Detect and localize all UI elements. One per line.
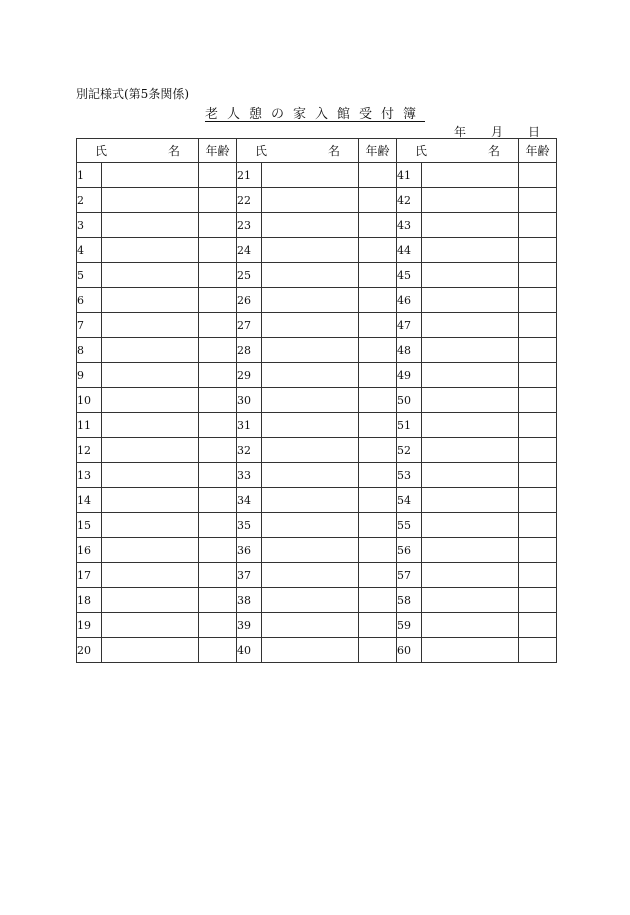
entry-number: 5 xyxy=(77,263,102,288)
entry-number: 25 xyxy=(237,263,262,288)
entry-number: 1 xyxy=(77,163,102,188)
age-cell[interactable] xyxy=(359,263,397,288)
age-cell[interactable] xyxy=(199,413,237,438)
entry-number: 37 xyxy=(237,563,262,588)
age-cell[interactable] xyxy=(199,463,237,488)
age-cell[interactable] xyxy=(199,588,237,613)
age-cell[interactable] xyxy=(519,188,557,213)
age-cell[interactable] xyxy=(359,613,397,638)
name-header xyxy=(237,139,359,163)
name-cell[interactable] xyxy=(422,588,519,613)
age-cell[interactable] xyxy=(519,463,557,488)
entry-number: 19 xyxy=(77,613,102,638)
table-row xyxy=(77,488,557,513)
name-cell[interactable] xyxy=(262,313,359,338)
entry-number: 17 xyxy=(77,563,102,588)
age-cell[interactable] xyxy=(359,538,397,563)
table-row xyxy=(77,238,557,263)
name-cell[interactable] xyxy=(422,638,519,663)
table-row xyxy=(77,463,557,488)
name-cell[interactable] xyxy=(262,338,359,363)
entry-number: 29 xyxy=(237,363,262,388)
age-header: 年齢 xyxy=(359,139,397,163)
name-cell[interactable] xyxy=(102,363,199,388)
entry-number: 15 xyxy=(77,513,102,538)
entry-number: 57 xyxy=(397,563,422,588)
table-row xyxy=(77,563,557,588)
name-cell[interactable] xyxy=(422,413,519,438)
name-cell[interactable] xyxy=(422,538,519,563)
name-header xyxy=(397,139,519,163)
entry-number: 36 xyxy=(237,538,262,563)
age-cell[interactable] xyxy=(519,313,557,338)
table-row xyxy=(77,338,557,363)
name-header xyxy=(77,139,199,163)
age-cell[interactable] xyxy=(359,338,397,363)
entry-number: 49 xyxy=(397,363,422,388)
name-cell[interactable] xyxy=(102,238,199,263)
name-cell[interactable] xyxy=(262,513,359,538)
entry-number: 42 xyxy=(397,188,422,213)
age-cell[interactable] xyxy=(199,238,237,263)
age-cell[interactable] xyxy=(519,513,557,538)
name-header-mei: 名 xyxy=(167,144,180,158)
age-cell[interactable] xyxy=(199,263,237,288)
name-cell[interactable] xyxy=(102,513,199,538)
age-cell[interactable] xyxy=(359,388,397,413)
age-cell[interactable] xyxy=(359,288,397,313)
table-row xyxy=(77,588,557,613)
name-cell[interactable] xyxy=(422,463,519,488)
age-cell[interactable] xyxy=(519,613,557,638)
age-cell[interactable] xyxy=(199,488,237,513)
name-cell[interactable] xyxy=(262,363,359,388)
name-cell[interactable] xyxy=(422,213,519,238)
name-cell[interactable] xyxy=(262,463,359,488)
table-row xyxy=(77,188,557,213)
age-cell[interactable] xyxy=(199,338,237,363)
age-cell[interactable] xyxy=(359,463,397,488)
age-cell[interactable] xyxy=(199,438,237,463)
table-row xyxy=(77,163,557,188)
name-cell[interactable] xyxy=(422,438,519,463)
age-cell[interactable] xyxy=(359,188,397,213)
name-cell[interactable] xyxy=(262,263,359,288)
age-cell[interactable] xyxy=(199,613,237,638)
entry-number: 21 xyxy=(237,163,262,188)
table-row xyxy=(77,438,557,463)
age-cell[interactable] xyxy=(199,288,237,313)
name-cell[interactable] xyxy=(262,288,359,313)
name-cell[interactable] xyxy=(422,238,519,263)
entry-number: 34 xyxy=(237,488,262,513)
name-header-shi: 氏 xyxy=(95,144,108,158)
name-cell[interactable] xyxy=(422,513,519,538)
entry-number: 46 xyxy=(397,288,422,313)
name-cell[interactable] xyxy=(422,613,519,638)
name-cell[interactable] xyxy=(422,363,519,388)
name-cell[interactable] xyxy=(102,188,199,213)
age-cell[interactable] xyxy=(519,263,557,288)
entry-number: 32 xyxy=(237,438,262,463)
entry-number: 13 xyxy=(77,463,102,488)
entry-number: 56 xyxy=(397,538,422,563)
age-cell[interactable] xyxy=(519,438,557,463)
name-cell[interactable] xyxy=(102,288,199,313)
entry-number: 28 xyxy=(237,338,262,363)
age-cell[interactable] xyxy=(519,638,557,663)
name-cell[interactable] xyxy=(102,538,199,563)
name-cell[interactable] xyxy=(102,313,199,338)
entry-number: 43 xyxy=(397,213,422,238)
entry-number: 10 xyxy=(77,388,102,413)
entry-number: 52 xyxy=(397,438,422,463)
entry-number: 48 xyxy=(397,338,422,363)
age-cell[interactable] xyxy=(519,213,557,238)
age-cell[interactable] xyxy=(359,363,397,388)
entry-number: 45 xyxy=(397,263,422,288)
age-cell[interactable] xyxy=(519,338,557,363)
entry-number: 59 xyxy=(397,613,422,638)
age-cell[interactable] xyxy=(519,238,557,263)
entry-number: 16 xyxy=(77,538,102,563)
name-cell[interactable] xyxy=(262,588,359,613)
entry-number: 4 xyxy=(77,238,102,263)
name-cell[interactable] xyxy=(422,263,519,288)
name-cell[interactable] xyxy=(262,413,359,438)
name-cell[interactable] xyxy=(422,338,519,363)
header-row xyxy=(77,139,557,163)
age-cell[interactable] xyxy=(519,538,557,563)
entry-number: 18 xyxy=(77,588,102,613)
entry-number: 23 xyxy=(237,213,262,238)
table-row xyxy=(77,313,557,338)
table-row xyxy=(77,638,557,663)
age-cell[interactable] xyxy=(359,313,397,338)
entry-number: 2 xyxy=(77,188,102,213)
age-cell[interactable] xyxy=(519,163,557,188)
entry-number: 8 xyxy=(77,338,102,363)
name-cell[interactable] xyxy=(102,388,199,413)
age-cell[interactable] xyxy=(359,513,397,538)
name-cell[interactable] xyxy=(422,488,519,513)
age-cell[interactable] xyxy=(359,588,397,613)
name-cell[interactable] xyxy=(262,538,359,563)
name-cell[interactable] xyxy=(102,163,199,188)
age-cell[interactable] xyxy=(519,388,557,413)
entry-number: 54 xyxy=(397,488,422,513)
age-cell[interactable] xyxy=(359,488,397,513)
entry-number: 14 xyxy=(77,488,102,513)
entry-number: 51 xyxy=(397,413,422,438)
age-cell[interactable] xyxy=(359,413,397,438)
entry-number: 33 xyxy=(237,463,262,488)
entry-number: 58 xyxy=(397,588,422,613)
name-cell[interactable] xyxy=(262,163,359,188)
entry-number: 44 xyxy=(397,238,422,263)
entry-number: 6 xyxy=(77,288,102,313)
entry-number: 11 xyxy=(77,413,102,438)
name-cell[interactable] xyxy=(262,488,359,513)
age-cell[interactable] xyxy=(359,438,397,463)
table-row xyxy=(77,413,557,438)
name-cell[interactable] xyxy=(262,638,359,663)
table-row xyxy=(77,513,557,538)
entry-number: 53 xyxy=(397,463,422,488)
entry-number: 7 xyxy=(77,313,102,338)
entry-number: 35 xyxy=(237,513,262,538)
name-cell[interactable] xyxy=(422,163,519,188)
age-cell[interactable] xyxy=(359,563,397,588)
reception-ledger-table xyxy=(76,138,557,663)
form-label: 別記様式(第5条関係) xyxy=(76,87,189,101)
name-cell[interactable] xyxy=(102,613,199,638)
name-cell[interactable] xyxy=(262,238,359,263)
name-cell[interactable] xyxy=(262,563,359,588)
entry-number: 12 xyxy=(77,438,102,463)
table-row xyxy=(77,363,557,388)
name-cell[interactable] xyxy=(262,438,359,463)
page-title xyxy=(0,103,630,122)
age-cell[interactable] xyxy=(199,363,237,388)
name-cell[interactable] xyxy=(422,188,519,213)
entry-number: 3 xyxy=(77,213,102,238)
name-header-shi: 氏 xyxy=(255,144,268,158)
age-cell[interactable] xyxy=(199,638,237,663)
name-cell[interactable] xyxy=(262,388,359,413)
entry-number: 50 xyxy=(397,388,422,413)
entry-number: 9 xyxy=(77,363,102,388)
name-cell[interactable] xyxy=(102,263,199,288)
name-cell[interactable] xyxy=(422,388,519,413)
name-cell[interactable] xyxy=(102,338,199,363)
table-row xyxy=(77,538,557,563)
age-cell[interactable] xyxy=(519,413,557,438)
date-month-label: 月 xyxy=(491,125,504,139)
table-row xyxy=(77,288,557,313)
name-cell[interactable] xyxy=(102,588,199,613)
entry-number: 31 xyxy=(237,413,262,438)
name-cell[interactable] xyxy=(102,413,199,438)
age-cell[interactable] xyxy=(359,163,397,188)
name-cell[interactable] xyxy=(262,188,359,213)
name-cell[interactable] xyxy=(102,438,199,463)
age-header: 年齢 xyxy=(199,139,237,163)
age-cell[interactable] xyxy=(359,238,397,263)
age-cell[interactable] xyxy=(519,363,557,388)
name-cell[interactable] xyxy=(102,488,199,513)
table-row xyxy=(77,613,557,638)
table-row xyxy=(77,388,557,413)
age-cell[interactable] xyxy=(199,188,237,213)
age-cell[interactable] xyxy=(199,163,237,188)
date-year-label: 年 xyxy=(454,125,467,139)
name-cell[interactable] xyxy=(102,563,199,588)
age-header: 年齢 xyxy=(519,139,557,163)
entry-number: 20 xyxy=(77,638,102,663)
entry-number: 38 xyxy=(237,588,262,613)
entry-number: 30 xyxy=(237,388,262,413)
name-header-shi: 氏 xyxy=(415,144,428,158)
table-row xyxy=(77,263,557,288)
age-cell[interactable] xyxy=(199,563,237,588)
age-cell[interactable] xyxy=(199,388,237,413)
name-header-mei: 名 xyxy=(327,144,340,158)
age-cell[interactable] xyxy=(199,538,237,563)
name-cell[interactable] xyxy=(262,613,359,638)
age-cell[interactable] xyxy=(519,563,557,588)
entry-number: 22 xyxy=(237,188,262,213)
age-cell[interactable] xyxy=(359,638,397,663)
entry-number: 60 xyxy=(397,638,422,663)
entry-number: 39 xyxy=(237,613,262,638)
date-day-label: 日 xyxy=(528,125,541,139)
age-cell[interactable] xyxy=(359,213,397,238)
entry-number: 26 xyxy=(237,288,262,313)
table-row xyxy=(77,213,557,238)
entry-number: 41 xyxy=(397,163,422,188)
name-cell[interactable] xyxy=(422,288,519,313)
age-cell[interactable] xyxy=(519,288,557,313)
entry-number: 27 xyxy=(237,313,262,338)
entry-number: 55 xyxy=(397,513,422,538)
entry-number: 40 xyxy=(237,638,262,663)
age-cell[interactable] xyxy=(199,513,237,538)
name-cell[interactable] xyxy=(422,313,519,338)
name-header-mei: 名 xyxy=(487,144,500,158)
entry-number: 24 xyxy=(237,238,262,263)
age-cell[interactable] xyxy=(519,588,557,613)
entry-number: 47 xyxy=(397,313,422,338)
age-cell[interactable] xyxy=(519,488,557,513)
name-cell[interactable] xyxy=(102,463,199,488)
name-cell[interactable] xyxy=(102,213,199,238)
name-cell[interactable] xyxy=(422,563,519,588)
age-cell[interactable] xyxy=(199,213,237,238)
name-cell[interactable] xyxy=(102,638,199,663)
ledger-body xyxy=(77,163,557,663)
age-cell[interactable] xyxy=(199,313,237,338)
name-cell[interactable] xyxy=(262,213,359,238)
title-text: 老人憩の家入館受付簿 xyxy=(204,107,425,122)
